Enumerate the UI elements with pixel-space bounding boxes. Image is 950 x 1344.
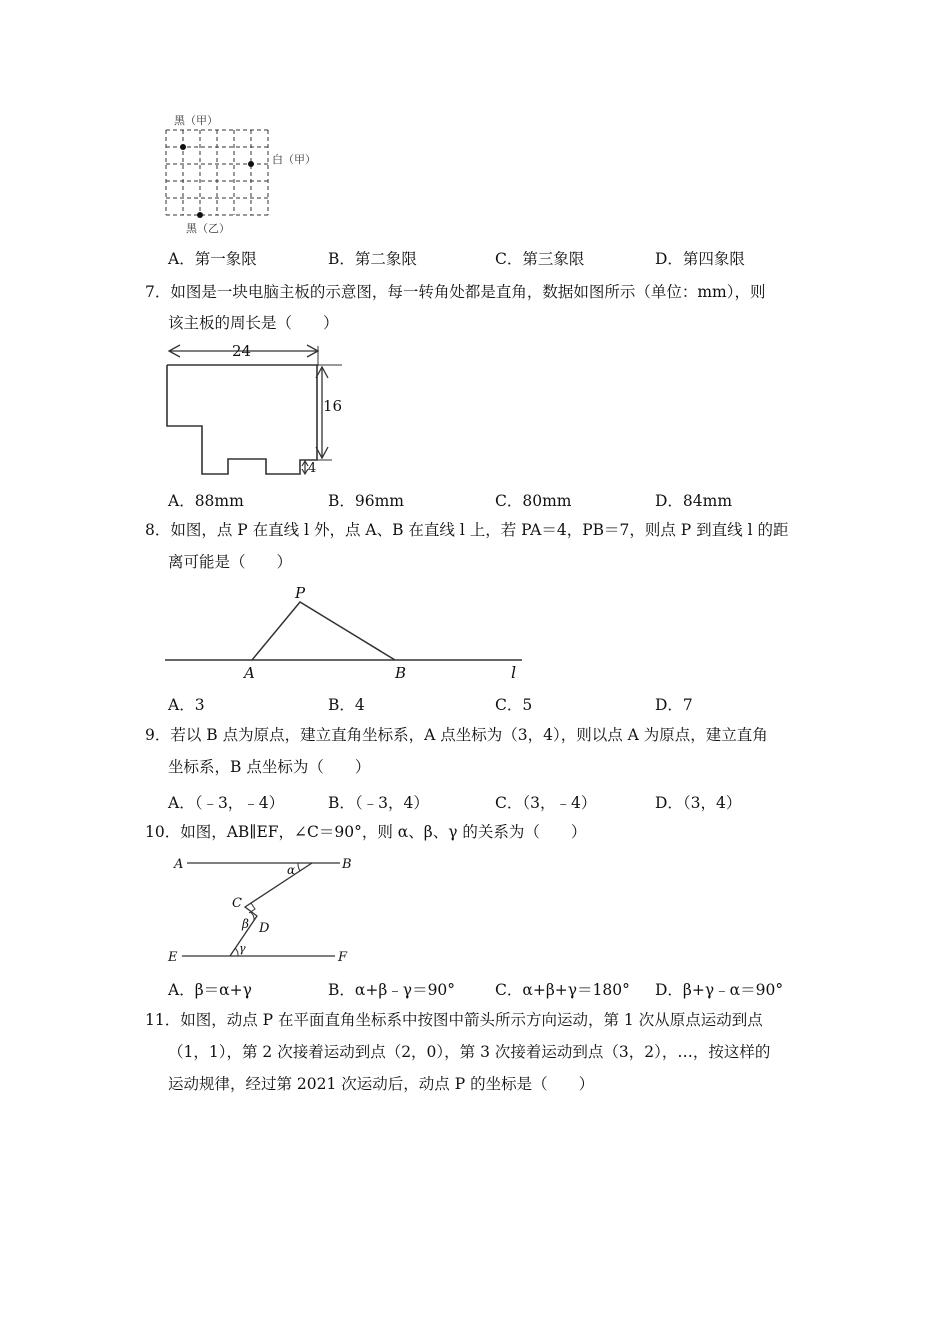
q10-option-a[interactable]: A．β＝α+γ <box>168 981 252 999</box>
q10-text-line1: 10．如图，AB∥EF，∠C＝90°，则 α、β、γ 的关系为（ ） <box>145 823 587 841</box>
white-stone-jia <box>248 161 254 167</box>
label-alpha: α <box>287 863 296 877</box>
q9-option-b[interactable]: B．（﹣3，4） <box>328 794 429 812</box>
q9-option-a[interactable]: A．（﹣3，﹣4） <box>168 794 285 812</box>
q9-text-line1: 9．若以 B 点为原点，建立直角坐标系，A 点坐标为（3，4），则以点 A 为原点，建立直角 <box>145 726 768 744</box>
q8-text-line1: 8．如图，点 P 在直线 l 外，点 A、B 在直线 l 上，若 PA＝4，PB＝7，则点 P 到直线 l 的距 <box>145 521 789 539</box>
q8-option-d[interactable]: D．7 <box>655 696 693 714</box>
q7-option-c[interactable]: C．80mm <box>495 492 572 510</box>
q8-option-c[interactable]: C．5 <box>495 696 533 714</box>
q11-text-line1: 11．如图，动点 P 在平面直角坐标系中按图中箭头所示方向运动，第 1 次从原点运动到点 <box>145 1011 763 1029</box>
label-white-jia: 白（甲） <box>272 153 316 166</box>
q6-option-b[interactable]: B．第二象限 <box>328 250 417 268</box>
black-stone-yi <box>197 212 203 218</box>
q7-text-line1: 7．如图是一块电脑主板的示意图，每一转角处都是直角，数据如图所示（单位：mm），则 <box>145 283 766 301</box>
q7-option-a[interactable]: A．88mm <box>168 492 244 510</box>
black-stone-jia <box>180 144 186 150</box>
motherboard-figure <box>160 338 360 483</box>
q9-option-c[interactable]: C．（3，﹣4） <box>495 794 597 812</box>
q6-option-c[interactable]: C．第三象限 <box>495 250 585 268</box>
q11-text-line2: （1，1），第 2 次接着运动到点（2，0），第 3 次接着运动到点（3，2），…，按这样的 <box>168 1043 771 1061</box>
dim-height: 16 <box>323 397 343 415</box>
label-B: B <box>395 664 407 682</box>
label-black-yi: 黑（乙） <box>186 222 230 235</box>
label-A: A <box>174 857 184 872</box>
label-C: C <box>232 896 242 911</box>
triangle-line-figure <box>160 580 540 685</box>
q9-option-d[interactable]: D．（3，4） <box>655 794 742 812</box>
q10-option-c[interactable]: C．α+β+γ＝180° <box>495 981 630 999</box>
label-beta: β <box>242 917 249 931</box>
q8-option-a[interactable]: A．3 <box>168 696 205 714</box>
q8-option-b[interactable]: B．4 <box>328 696 365 714</box>
label-l: l <box>511 663 517 682</box>
q7-option-d[interactable]: D．84mm <box>655 492 733 510</box>
q6-option-a[interactable]: A．第一象限 <box>168 250 257 268</box>
label-D: D <box>259 921 270 936</box>
label-E: E <box>168 950 178 965</box>
q8-text-line2: 离可能是（ ） <box>168 553 293 571</box>
label-A: A <box>244 664 255 682</box>
label-black-jia: 黑（甲） <box>174 114 218 127</box>
label-gamma: γ <box>239 942 246 955</box>
label-B: B <box>342 857 352 872</box>
q10-option-d[interactable]: D．β+γ﹣α＝90° <box>655 981 784 999</box>
label-F: F <box>338 950 348 965</box>
q6-option-d[interactable]: D．第四象限 <box>655 250 745 268</box>
dim-width: 24 <box>232 342 252 360</box>
q7-text-line2: 该主板的周长是（ ） <box>168 314 339 332</box>
go-board-figure <box>160 108 330 238</box>
q11-text-line3: 运动规律，经过第 2021 次运动后，动点 P 的坐标是（ ） <box>168 1075 595 1093</box>
q10-option-b[interactable]: B．α+β﹣γ＝90° <box>328 981 456 999</box>
label-P: P <box>295 584 306 602</box>
q7-option-b[interactable]: B．96mm <box>328 492 405 510</box>
dim-notch: 4 <box>308 461 317 476</box>
q9-text-line2: 坐标系，B 点坐标为（ ） <box>168 758 371 776</box>
parallel-lines-figure <box>160 848 360 973</box>
